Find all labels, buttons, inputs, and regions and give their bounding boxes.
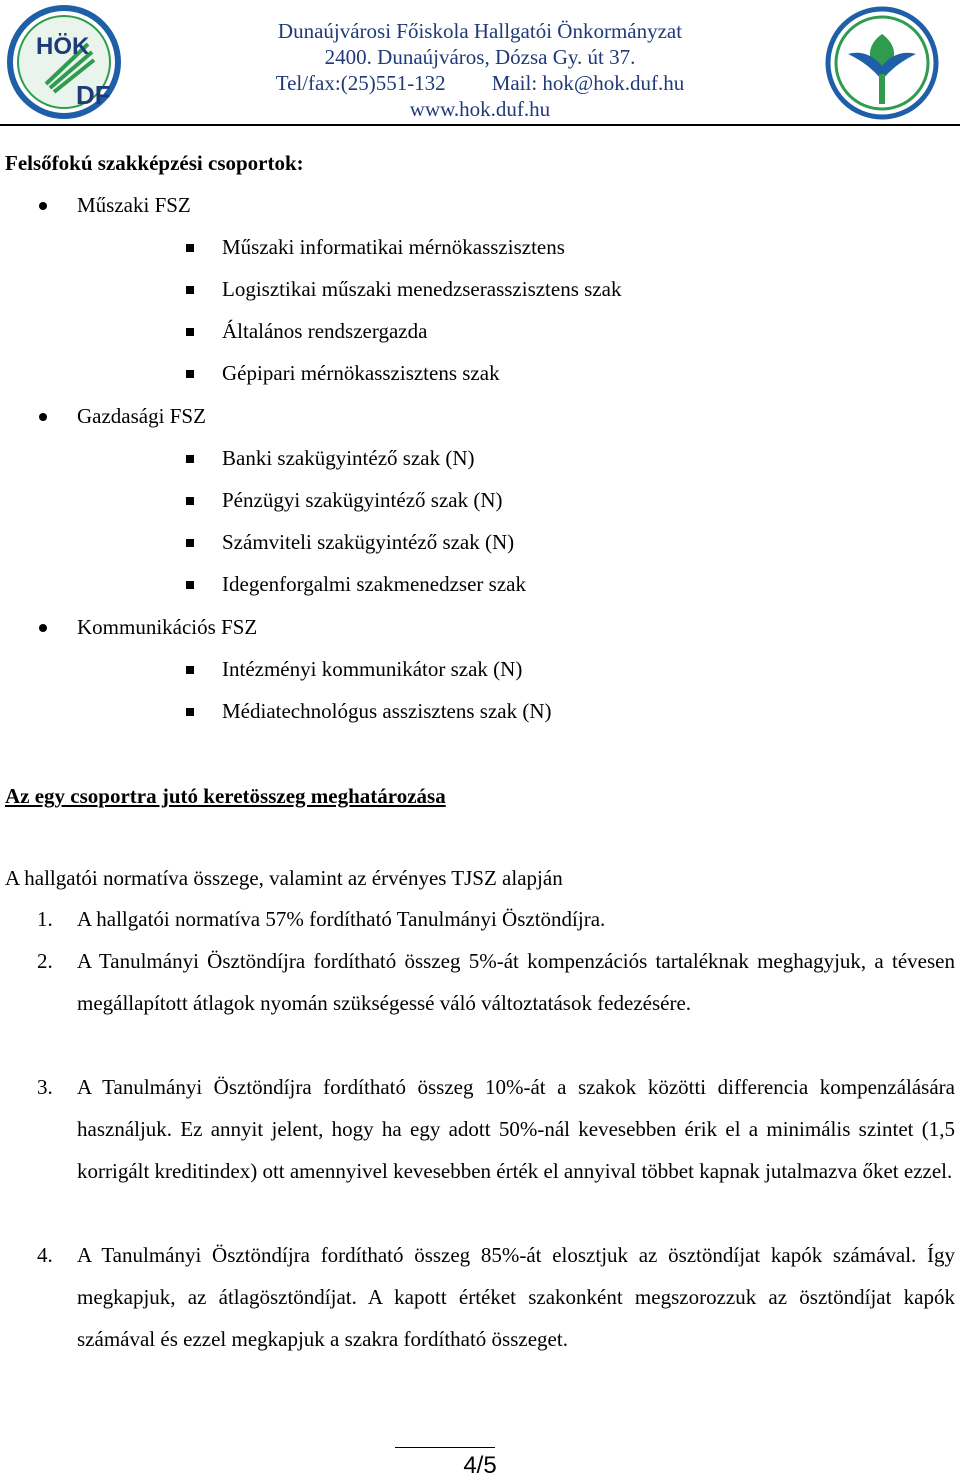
svg-text:DF: DF <box>76 80 111 110</box>
item-number: 1. <box>37 907 53 931</box>
square-bullet-icon <box>186 708 194 716</box>
org-contact <box>230 70 730 96</box>
list-item: Számviteli szakügyintéző szak (N) <box>222 530 514 555</box>
list-item: Intézményi kommunikátor szak (N) <box>222 657 522 682</box>
square-bullet-icon <box>186 370 194 378</box>
list-item: Idegenforgalmi szakmenedzser szak <box>222 572 526 597</box>
numbered-item <box>37 898 955 940</box>
square-bullet-icon <box>186 539 194 547</box>
bullet-dot-icon <box>39 624 47 632</box>
square-bullet-icon <box>186 244 194 252</box>
group-kommunikacios: Kommunikációs FSZ <box>77 615 257 640</box>
item-text: A hallgatói normatíva 57% fordítható Tanulmányi Ösztöndíjra. <box>77 907 606 931</box>
document-title: Felsőfokú szakképzési csoportok: <box>5 151 304 175</box>
page-number: 4/5 <box>463 1452 497 1479</box>
college-emblem <box>808 4 956 122</box>
item-text: A Tanulmányi Ösztöndíjra fordítható összeg 85%-át elosztjuk az ösztöndíjat kapók számával. Így megkapjuk, az átlagösztöndíjat. A kapott értéket szakonként megszorozzuk az ösztöndíjat kapók számával és ezzel megkapjuk a szakra fordítható összeget. <box>77 1243 955 1351</box>
section-heading: Az egy csoportra jutó keretösszeg meghatározása <box>5 784 446 808</box>
list-item: Pénzügyi szakügyintéző szak (N) <box>222 488 503 513</box>
item-text: A Tanulmányi Ösztöndíjra fordítható összeg 5%-át kompenzációs tartaléknak meghagyjuk, a tévesen megállapított átlagok nyomán szükségessé váló változtatások fedezésére. <box>77 949 955 1015</box>
square-bullet-icon <box>186 497 194 505</box>
bullet-dot-icon <box>39 202 47 210</box>
footer-divider <box>395 1447 495 1448</box>
list-item: Műszaki informatikai mérnökasszisztens <box>222 235 565 260</box>
numbered-item <box>37 1234 955 1360</box>
numbered-item <box>37 1066 955 1192</box>
list-item: Gépipari mérnökasszisztens szak <box>222 361 500 386</box>
item-number: 3. <box>37 1075 53 1099</box>
square-bullet-icon <box>186 286 194 294</box>
org-mail[interactable]: Mail: hok@hok.duf.hu <box>491 71 685 95</box>
square-bullet-icon <box>186 581 194 589</box>
org-info <box>230 18 730 122</box>
org-web[interactable]: www.hok.duf.hu <box>409 97 551 121</box>
square-bullet-icon <box>186 666 194 674</box>
list-item: Általános rendszergazda <box>222 319 427 344</box>
svg-text:HÖK: HÖK <box>36 33 90 60</box>
bullet-dot-icon <box>39 413 47 421</box>
intro-text: A hallgatói normatíva összege, valamint az érvényes TJSZ alapján <box>5 866 563 890</box>
org-telfax: Tel/fax:(25)551-132 <box>275 71 446 95</box>
org-address: 2400. Dunaújváros, Dózsa Gy. út 37. <box>324 45 636 69</box>
list-item: Banki szakügyintéző szak (N) <box>222 446 475 471</box>
group-gazdasagi: Gazdasági FSZ <box>77 404 206 429</box>
item-number: 2. <box>37 949 53 973</box>
square-bullet-icon <box>186 328 194 336</box>
header-divider <box>0 124 960 126</box>
hok-logo <box>6 4 122 120</box>
page-header <box>0 0 960 126</box>
group-muszaki: Műszaki FSZ <box>77 193 191 218</box>
list-item: Logisztikai műszaki menedzserasszisztens szak <box>222 277 621 302</box>
numbered-item <box>37 940 955 1024</box>
square-bullet-icon <box>186 455 194 463</box>
org-name: Dunaújvárosi Főiskola Hallgatói Önkormányzat <box>277 19 683 43</box>
item-text: A Tanulmányi Ösztöndíjra fordítható összeg 10%-át a szakok közötti differencia kompenzálására használjuk. Ez annyit jelent, hogy ha egy adott 50%-nál kevesebben érik el a minimális szintet (1,5 korrigált kreditindex) ott amennyivel kevesebben érték el annyival többet kapnak jutalmazva őket ezzel. <box>77 1075 955 1183</box>
list-item: Médiatechnológus asszisztens szak (N) <box>222 699 552 724</box>
item-number: 4. <box>37 1243 53 1267</box>
